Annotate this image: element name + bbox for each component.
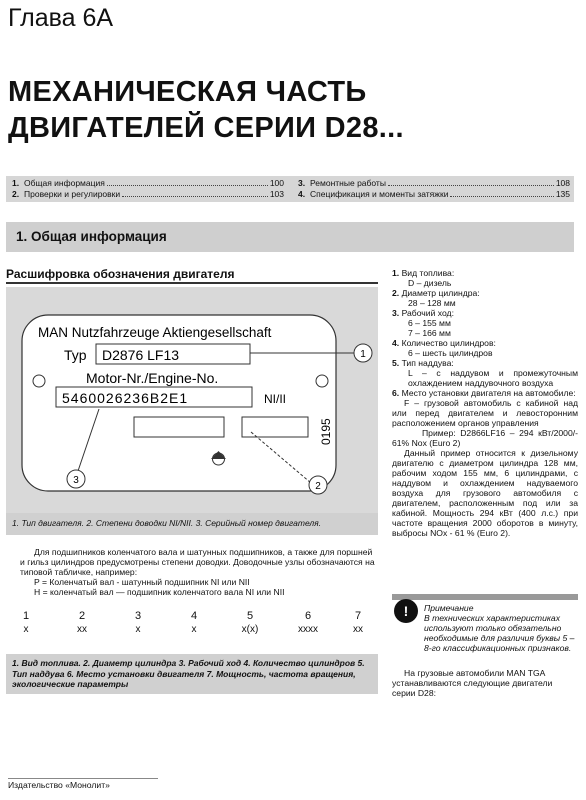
decode-value: F – грузовой автомобиль с кабиной над или перед двигателем и левосторонним расположением органов управления <box>392 398 578 428</box>
code-value: x(x) <box>241 624 259 635</box>
code-cell <box>118 610 158 635</box>
code-value: x <box>23 624 29 635</box>
code-cell <box>288 610 328 635</box>
bearing-line-h: H = коленчатый вал — подшипник коленчатого вала NI или NII <box>34 587 285 597</box>
toc-item[interactable] <box>298 189 570 200</box>
rivet-icon <box>33 375 45 387</box>
subsection-underline <box>6 282 378 284</box>
rivet-icon <box>316 375 328 387</box>
tga-paragraph: На грузовые автомобили MAN TGA устанавливаются следующие двигатели серии D28: <box>392 668 553 698</box>
decode-value: 6 – 155 мм <box>408 318 451 328</box>
callout-number-1: 1 <box>360 349 366 360</box>
section-heading: 1. Общая информация <box>6 222 574 252</box>
chapter-label: Глава 6А <box>8 4 114 32</box>
decode-item: 2. Диаметр цилиндра: <box>392 288 480 298</box>
code-value: x <box>135 624 141 635</box>
code-position: 2 <box>78 610 86 622</box>
toc-label: Общая информация <box>24 178 105 188</box>
bearing-text <box>20 547 376 597</box>
engine-plate-svg <box>6 287 378 513</box>
plate-typ-value: D2876 LF13 <box>102 347 180 363</box>
decode-value: 7 – 166 мм <box>408 328 451 338</box>
publisher-footer: Издательство «Монолит» <box>8 780 110 790</box>
decode-title: Диаметр цилиндра: <box>401 288 480 298</box>
toc-num: 4. <box>298 189 306 199</box>
toc-num: 3. <box>298 178 306 188</box>
decode-title: Рабочий ход: <box>401 308 454 318</box>
toc-page: 100 <box>269 178 284 188</box>
decode-title: Тип наддува: <box>401 358 454 368</box>
plate-typ-label: Typ <box>64 347 87 363</box>
code-cell <box>62 610 102 635</box>
code-position: 4 <box>190 610 198 622</box>
decode-item: 6. Место установки двигателя на автомобиле: <box>392 388 576 398</box>
toc-item[interactable] <box>12 178 284 189</box>
attention-icon: ! <box>394 599 418 623</box>
decode-title: Место установки двигателя на автомобиле: <box>401 388 576 398</box>
toc-num: 1. <box>12 178 20 188</box>
note-heading: Примечание <box>424 603 474 613</box>
toc-dots <box>388 178 554 186</box>
toc-item[interactable] <box>298 178 570 189</box>
code-caption: 1. Вид топлива. 2. Диаметр цилиндра 3. Рабочий ход 4. Количество цилиндров 5. Тип наддува 6. Место установки двигателя 7. Мощность, частота вращения, экологические параметры <box>6 654 378 694</box>
code-position: 6 <box>304 610 312 622</box>
bearing-line-p: P = Коленчатый вал - шатунный подшипник NI или NII <box>34 577 250 587</box>
toc-dots <box>107 178 268 186</box>
decode-item: 4. Количество цилиндров: <box>392 338 496 348</box>
decode-value: D – дизель <box>408 278 452 288</box>
code-value: xx <box>353 624 363 635</box>
code-cell <box>338 610 378 635</box>
code-position: 5 <box>246 610 254 622</box>
code-cell <box>6 610 46 635</box>
engine-plate-diagram <box>6 287 378 513</box>
callout-number-3: 3 <box>73 475 79 486</box>
decode-title: Вид топлива: <box>401 268 455 278</box>
plate-blank-box-2 <box>242 417 308 437</box>
toc-label: Ремонтные работы <box>310 178 386 188</box>
plate-engine-label: Motor-Nr./Engine-No. <box>86 370 219 386</box>
decode-value: 6 – шесть цилиндров <box>408 348 493 358</box>
decode-explanation: Данный пример относится к дизельному двигателю с диаметром цилиндра 128 мм, рабочим ходом 155 мм, 6 цилиндрами, с наддувом и охлаждением надуваемого воздуха для грузового автомобиля с двигателем, расположенным под или за кабиной. Мощность 294 кВт (400 л.с.) при частоте вращения 2000 оборотов в минуту, выбросы NOx - 61 % (Euro 2). <box>392 448 578 538</box>
note-bar <box>392 594 578 600</box>
decode-list <box>392 268 578 538</box>
code-position: 1 <box>22 610 30 622</box>
plate-grade: NI/II <box>264 392 287 406</box>
plate-side-number: 0195 <box>319 418 333 445</box>
page-title-line-1: МЕХАНИЧЕСКАЯ ЧАСТЬ <box>8 76 367 108</box>
note-text: В технических характеристиках используют только обязательно необходимые для различия буквы 5 – 8-го классификационных признаков. <box>424 613 575 653</box>
toc-column-left <box>12 178 284 200</box>
toc-dots <box>450 189 553 197</box>
toc-item[interactable] <box>12 189 284 200</box>
code-value: x <box>191 624 197 635</box>
code-cell <box>230 610 270 635</box>
subsection-heading: Расшифровка обозначения двигателя <box>6 267 235 281</box>
decode-item: 3. Рабочий ход: <box>392 308 454 318</box>
bearing-paragraph: Для подшипников коленчатого вала и шатунных подшипников, а также для поршней и гильз цилиндров предусмотрены степени доводки. Доводочные узлы обозначаются на типовой табличке, например: <box>20 547 375 577</box>
diagram-caption: 1. Тип двигателя. 2. Степени доводки NI/NII. 3. Серийный номер двигателя. <box>6 513 378 535</box>
page-title <box>8 74 404 146</box>
toc-page: 135 <box>555 189 570 199</box>
toc-label: Проверки и регулировки <box>24 189 121 199</box>
callout-number-2: 2 <box>315 481 321 492</box>
code-value: xxxx <box>298 624 318 635</box>
plate-blank-box-1 <box>134 417 224 437</box>
plate-company: MAN Nutzfahrzeuge Aktiengesellschaft <box>38 325 272 340</box>
decode-item: 5. Тип наддува: <box>392 358 454 368</box>
code-structure <box>6 610 378 650</box>
plate-engine-value: 5460026236B2E1 <box>62 390 189 406</box>
toc-dots <box>122 189 268 197</box>
code-value: xx <box>77 624 87 635</box>
code-position: 7 <box>354 610 362 622</box>
toc-column-right <box>298 178 570 200</box>
decode-value: 28 – 128 мм <box>408 298 456 308</box>
toc-num: 2. <box>12 189 20 199</box>
code-cell <box>174 610 214 635</box>
toc-label: Спецификация и моменты затяжки <box>310 189 449 199</box>
decode-title: Количество цилиндров: <box>401 338 496 348</box>
decode-item: 1. Вид топлива: <box>392 268 455 278</box>
footer-divider <box>8 778 158 779</box>
page-title-line-2: ДВИГАТЕЛЕЙ СЕРИИ D28... <box>8 112 404 144</box>
decode-value: L – с наддувом и промежуточным охлаждением наддувочного воздуха <box>408 368 578 388</box>
toc-page: 108 <box>555 178 570 188</box>
table-of-contents <box>6 176 574 202</box>
decode-example: Пример: D2866LF16 – 294 кВт/2000/- 61% Nox (Euro 2) <box>392 428 578 448</box>
toc-page: 103 <box>269 189 284 199</box>
code-position: 3 <box>134 610 142 622</box>
